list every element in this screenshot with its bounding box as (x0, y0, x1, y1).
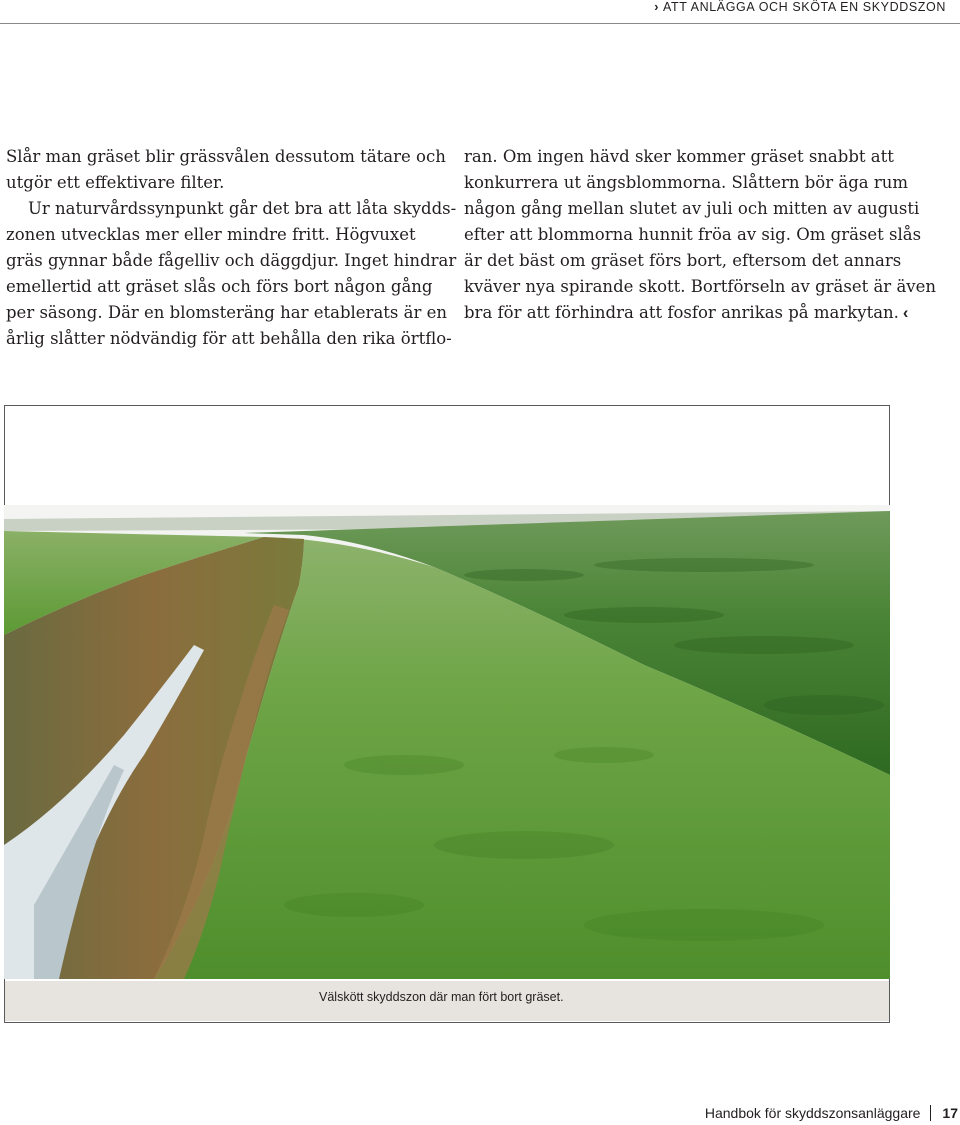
text-line: gräs gynnar både fågelliv och däggdjur. Inget hindrar (6, 251, 457, 270)
book-title: Handbok för skyddszonsanläggare (704, 1105, 921, 1121)
paragraph (464, 144, 936, 326)
text-line: årlig slåtter nödvändig för att behålla den rika örtflo- (6, 329, 452, 348)
landscape-photo (4, 505, 890, 979)
text-column-left (6, 144, 457, 352)
text-line: kväver nya spirande skott. Bortförseln av gräset är även (464, 277, 936, 296)
section-title (654, 0, 946, 14)
section-title-text: ATT ANLÄGGA OCH SKÖTA EN SKYDDSZON (663, 0, 946, 14)
text-column-right (464, 144, 936, 326)
text-line: per säsong. Där en blomsteräng har etablerats är en (6, 303, 447, 322)
text-line (464, 300, 909, 326)
text-line: är det bäst om gräset förs bort, eftersom det annars (464, 251, 902, 270)
footer-divider (930, 1105, 931, 1121)
text-line: efter att blommorna hunnit fröa av sig. Om gräset slås (464, 225, 922, 244)
figure-caption-bar (5, 981, 889, 1021)
paragraph (6, 196, 457, 352)
figure-caption: Välskött skyddszon där man fört bort gräset. (319, 990, 564, 1004)
text-line-content: bra för att förhindra att fosfor anrikas på markytan. (464, 303, 899, 322)
text-line: ran. Om ingen hävd sker kommer gräset snabbt att (464, 147, 894, 166)
text-line: Ur naturvårdssynpunkt går det bra att låta skydds- (28, 199, 457, 218)
text-line: konkurrera ut ängsblommorna. Slåttern bör äga rum (464, 173, 909, 192)
text-line: zonen utvecklas mer eller mindre fritt. Högvuxet (6, 225, 416, 244)
text-line: någon gång mellan slutet av juli och mitten av augusti (464, 199, 920, 218)
page-number: 17 (942, 1105, 958, 1121)
text-line: Slår man gräset blir grässvålen dessutom tätare och (6, 147, 446, 166)
chevron-right-icon: › (654, 0, 660, 14)
end-of-article-icon: ‹ (902, 304, 909, 322)
text-line: utgör ett effektivare filter. (6, 173, 225, 192)
page-footer (705, 1102, 960, 1124)
paragraph (6, 144, 446, 196)
running-header (0, 0, 960, 24)
text-line: emellertid att gräset slås och förs bort någon gång (6, 277, 433, 296)
